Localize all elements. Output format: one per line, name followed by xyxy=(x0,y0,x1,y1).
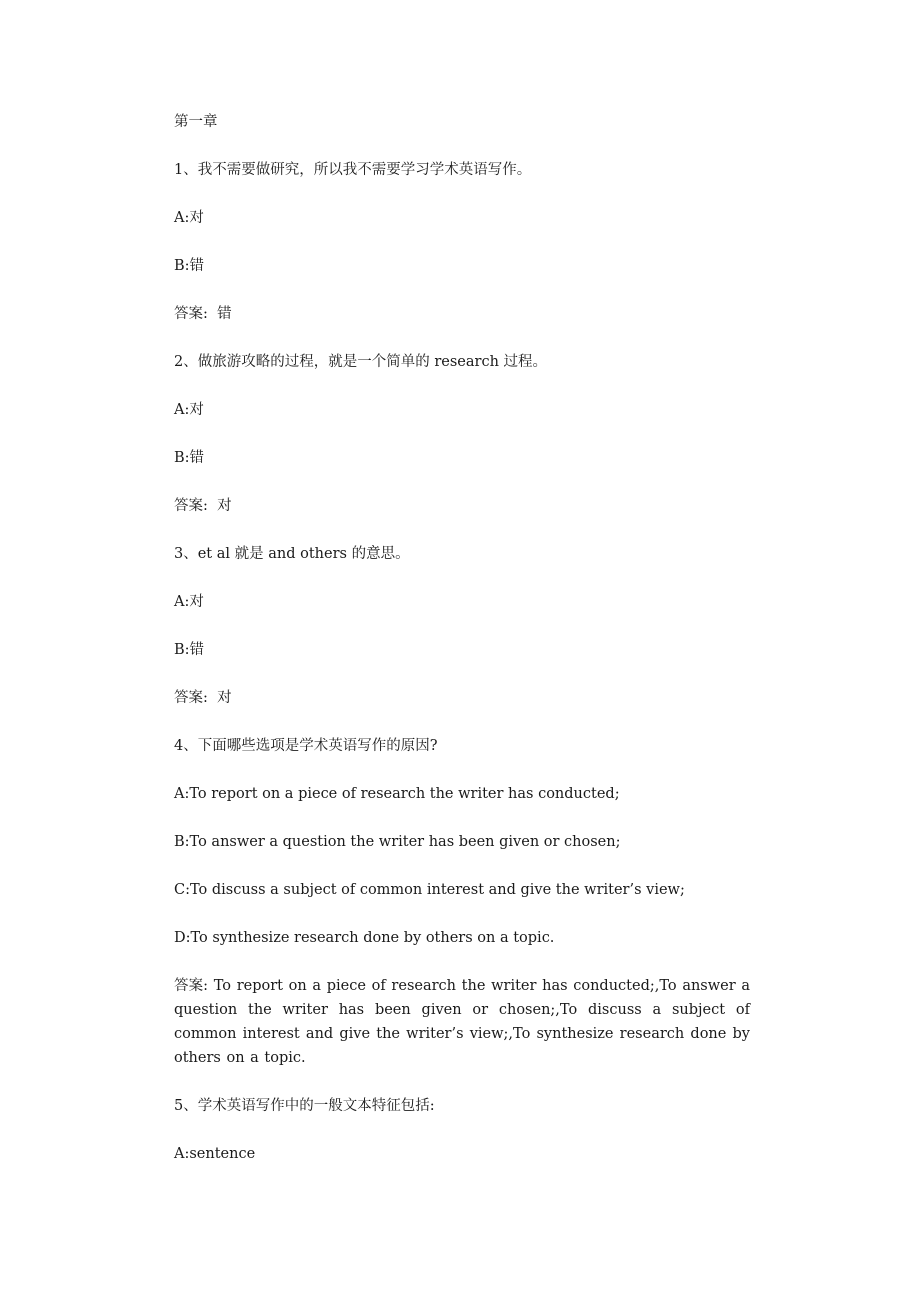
answer-value: 对 xyxy=(217,690,232,706)
question-option: C:To discuss a subject of common interest and give the writer’s view; xyxy=(174,882,685,898)
question-option: A:对 xyxy=(174,594,204,610)
answer-label: 答案: xyxy=(174,498,208,514)
answer-paragraph xyxy=(174,974,750,1070)
question-option: B:To answer a question the writer has been given or chosen; xyxy=(174,834,621,850)
answer-value: 对 xyxy=(217,498,232,514)
answer-label: 答案: xyxy=(174,978,209,994)
answer-value: 错 xyxy=(217,306,232,322)
question-stem: 2、做旅游攻略的过程，就是一个简单的 research 过程。 xyxy=(174,354,548,370)
answer-line xyxy=(174,686,750,710)
answer-line xyxy=(174,494,750,518)
question-option: B:错 xyxy=(174,258,205,274)
answer-value: To report on a piece of research the writer has conducted;,To answer a question the writer has been given or chosen;,To discuss a subject of common interest and give the writer’s view;,To synthesize research done by others on a topic. xyxy=(174,978,750,1066)
question-option: D:To synthesize research done by others on a topic. xyxy=(174,930,555,946)
question-option: B:错 xyxy=(174,642,205,658)
chapter-title: 第一章 xyxy=(174,114,218,130)
question-stem: 3、et al 就是 and others 的意思。 xyxy=(174,546,410,562)
question-option: A:对 xyxy=(174,210,204,226)
question-option: B:错 xyxy=(174,450,205,466)
answer-label: 答案: xyxy=(174,690,208,706)
document-page xyxy=(174,110,750,1190)
question-stem: 4、下面哪些选项是学术英语写作的原因? xyxy=(174,738,438,754)
question-option: A:To report on a piece of research the writer has conducted; xyxy=(174,786,620,802)
question-stem: 5、学术英语写作中的一般文本特征包括: xyxy=(174,1098,435,1114)
question-stem: 1、我不需要做研究，所以我不需要学习学术英语写作。 xyxy=(174,162,532,178)
question-option: A:对 xyxy=(174,402,204,418)
question-option: A:sentence xyxy=(174,1146,256,1162)
answer-label: 答案: xyxy=(174,306,208,322)
answer-line xyxy=(174,302,750,326)
